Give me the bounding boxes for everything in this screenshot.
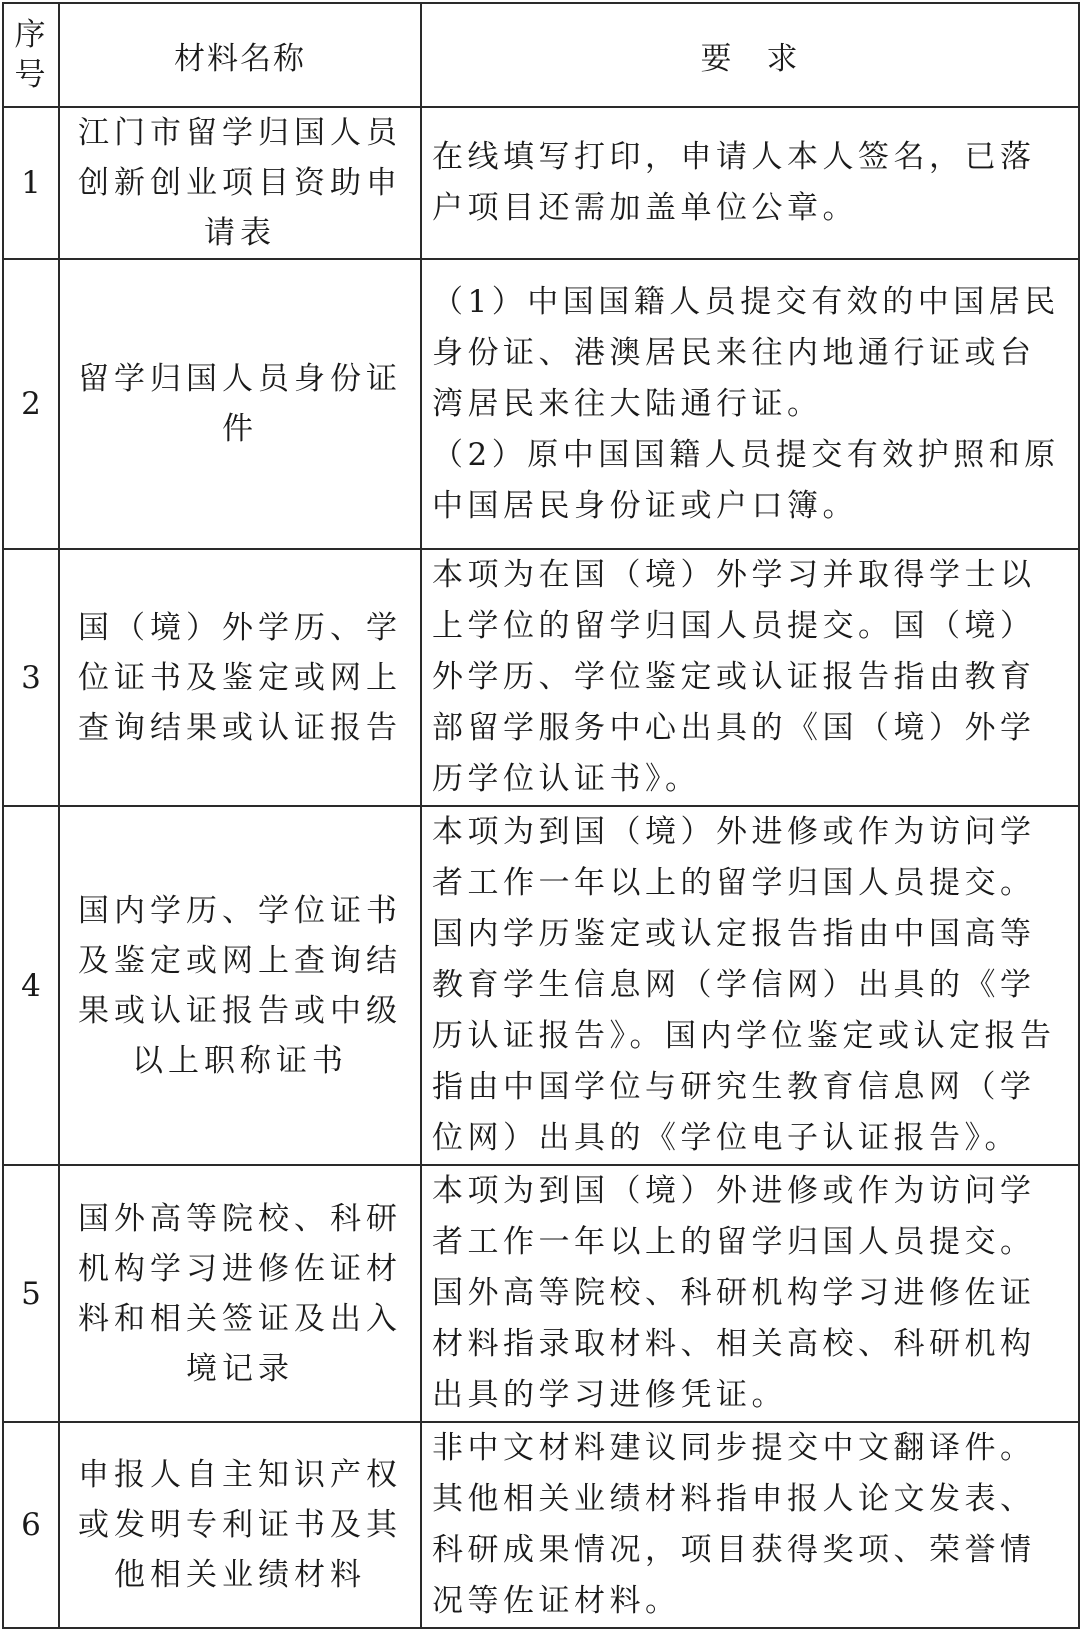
requirement-paragraph: 其他相关业绩材料指申报人论文发表、科研成果情况，项目获得奖项、荣誉情况等佐证材料。: [432, 1481, 1036, 1619]
row-requirement: [421, 1165, 1079, 1422]
row-index: 1: [3, 107, 59, 259]
requirement-paragraph: 本项为在国（境）外学习并取得学士以上学位的留学归国人员提交。国（境）外学历、学位鉴定或认证报告指由教育部留学服务中心出具的《国（境）外学历学位认证书》。: [432, 557, 1036, 797]
materials-table: [2, 2, 1080, 1629]
table-header-row: [3, 3, 1079, 107]
requirement-paragraph: 本项为到国（境）外进修或作为访问学者工作一年以上的留学归国人员提交。国外高等院校、科研机构学习进修佐证材料指录取材料、相关高校、科研机构出具的学习进修凭证。: [432, 1173, 1036, 1413]
row-index: 6: [3, 1422, 59, 1628]
row-requirement: [421, 107, 1079, 259]
table-row: [3, 1165, 1079, 1422]
header-material-name: 材料名称: [59, 3, 421, 107]
table-row: [3, 549, 1079, 806]
row-index: 4: [3, 806, 59, 1165]
requirement-paragraph: （2）原中国国籍人员提交有效护照和原中国居民身份证或户口簿。: [432, 436, 1060, 524]
header-index-line2: 号: [14, 57, 48, 93]
table-row: [3, 1422, 1079, 1628]
requirement-paragraph: 非中文材料建议同步提交中文翻译件。: [432, 1430, 1036, 1466]
requirement-paragraph: 在线填写打印，申请人本人签名，已落户项目还需加盖单位公章。: [432, 139, 1036, 226]
table-row: [3, 259, 1079, 549]
row-requirement: [421, 549, 1079, 806]
row-requirement: [421, 806, 1079, 1165]
row-index: 3: [3, 549, 59, 806]
row-index: 2: [3, 259, 59, 549]
requirement-paragraph: （1）中国国籍人员提交有效的中国居民身份证、港澳居民来往内地通行证或台湾居民来往大陆通行证。: [432, 283, 1060, 422]
row-material-name: 留学归国人员身份证件: [59, 259, 421, 549]
row-material-name: 国内学历、学位证书及鉴定或网上查询结果或认证报告或中级以上职称证书: [59, 806, 421, 1165]
header-index: [3, 3, 59, 107]
table-body: [3, 107, 1079, 1628]
row-requirement: [421, 259, 1079, 549]
header-requirement: 要 求: [421, 3, 1079, 107]
row-material-name: 国（境）外学历、学位证书及鉴定或网上查询结果或认证报告: [59, 549, 421, 806]
table-row: [3, 107, 1079, 259]
row-requirement: [421, 1422, 1079, 1628]
header-index-line1: 序: [14, 17, 48, 53]
row-material-name: 国外高等院校、科研机构学习进修佐证材料和相关签证及出入境记录: [59, 1165, 421, 1422]
requirement-paragraph: 本项为到国（境）外进修或作为访问学者工作一年以上的留学归国人员提交。国内学历鉴定或认定报告指由中国高等教育学生信息网（学信网）出具的《学历认证报告》。国内学位鉴定或认定报告指由中国学位与研究生教育信息网（学位网）出具的《学位电子认证报告》。: [432, 814, 1056, 1156]
table-row: [3, 806, 1079, 1165]
row-material-name: 江门市留学归国人员创新创业项目资助申请表: [59, 107, 421, 259]
row-index: 5: [3, 1165, 59, 1422]
row-material-name: 申报人自主知识产权或发明专利证书及其他相关业绩材料: [59, 1422, 421, 1628]
